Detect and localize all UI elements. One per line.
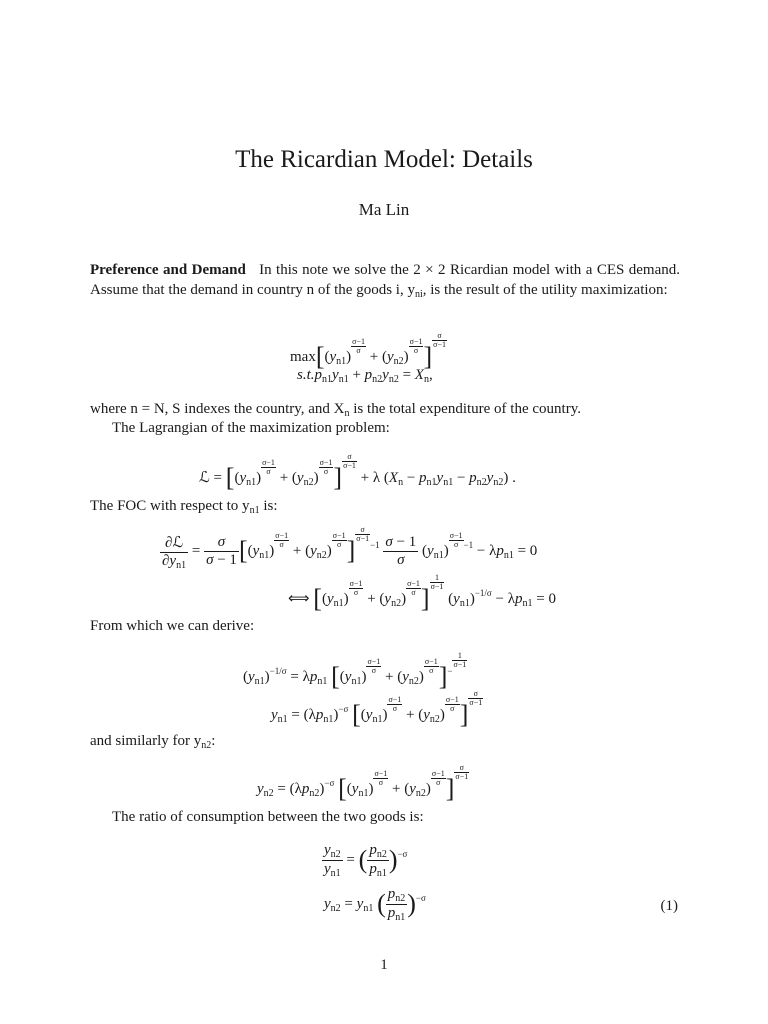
equation-number: (1) [660,898,678,914]
equation-foc-1: $\frac{\text{∂ℒ}}{\partial y_{n1}}$ = $\frac{\sigma}{\sigma - 1}$ [$(y_{n1})$ $\frac{\sigma-1}{\sigma}$ + $(y_{n2})$ $\frac{\sigma-1}{\sigma}$ ] $\frac{\sigma}{\sigma-1}$ $^{-1}$ $\frac{\sigma - 1}{\sigma}$ $(y_{n1})$ $\frac{\sigma-1}{\sigma}$ $^{-1} - \lambda p_{n1} = 0$ [162,525,538,571]
where-subscript: n [344,408,350,419]
page-number: 1 [380,957,388,973]
equation-derive-1: $(y_{n1})^{-1/\sigma} = \lambda p_{n1}$ [$(y_{n1})$ $\frac{\sigma-1}{\sigma}$ + $(y_{n2})$ $\frac{\sigma-1}{\sigma}$ ]− $\frac{1}{\sigma-1}$ [243,651,467,691]
foc-text: The FOC with respect to y [90,498,250,514]
equation-constraint: $s.t.p_{n1}y_{n1} + p_{n2}y_{n2} = X_n$, [297,367,433,385]
equation-ratio-2: $y_{n2} = y_{n1}$ ( $\frac{p_{n2}}{p_{n1}}$ )$^{-\sigma}$ [324,886,426,923]
intro-subscript: ni [414,289,423,300]
equation-derive-2: $y_{n1} = (\lambda p_{n1})^{-\sigma}$ [$(y_{n1})$ $\frac{\sigma-1}{\sigma}$ + $(y_{n2})$ $\frac{\sigma-1}{\sigma}$ ] $\frac{\sigma}{\sigma-1}$ [271,689,483,729]
equation-foc-2: ⟺ [$(y_{n1})$ $\frac{\sigma-1}{\sigma}$ + $(y_{n2})$ $\frac{\sigma-1}{\sigma}$ ] $\frac{1}{\sigma-1}$ $(y_{n1})^{-1/\sigma} - \lambda p_{n1} = 0$ [288,573,556,613]
where-text-end: is the total expenditure of the country. [349,401,581,417]
page-title: The Ricardian Model: Details [235,146,533,173]
similar-paragraph [90,731,680,756]
equation-max: $\max[(y_{n1})$ $\frac{\sigma-1}{\sigma}$ + $(y_{n2})$ $\frac{\sigma-1}{\sigma}$ ] $\frac{\sigma}{\sigma-1}$ [290,331,446,371]
intro-text-end: , is the result of the utility maximization: [422,282,668,298]
section-heading: Preference and Demand [90,262,246,278]
equation-lagrangian: ℒ = [$(y_{n1})$ $\frac{\sigma-1}{\sigma}$ + $(y_{n2})$ $\frac{\sigma-1}{\sigma}$ ] $\frac{\sigma}{\sigma-1}$ + λ $(X_n - p_{n1}y_{n1} - p_{n2}y_{n2})$ . [199,452,516,492]
intro-text: In this note we solve the 2 × 2 Ricardian model with a CES demand. Assume that the demand in country n of the goods i, y [90,262,680,298]
ratio-text: The ratio of consumption between the two goods is: [112,809,424,825]
foc-paragraph [90,496,680,521]
similar-subscript: n2 [201,740,212,751]
similar-text: and similarly for y [90,733,202,749]
equation-yn2: $y_{n2} = (\lambda p_{n2})^{-\sigma}$ [$(y_{n1})$ $\frac{\sigma-1}{\sigma}$ + $(y_{n2})$ $\frac{\sigma-1}{\sigma}$ ] $\frac{\sigma}{\sigma-1}$ [257,763,469,803]
foc-subscript: n1 [249,505,260,516]
where-text: where n = N, S indexes the country, and X [90,401,345,417]
similar-text-end: : [211,733,216,749]
lagrangian-intro: The Lagrangian of the maximization problem: [112,420,390,436]
foc-text-end: is: [259,498,278,514]
equation-ratio-1: $\frac{y_{n2}}{y_{n1}}$ = ( $\frac{p_{n2}}{p_{n1}}$ )$^{-\sigma}$ [324,842,408,879]
intro-paragraph [90,260,680,305]
author-name: Ma Lin [358,200,410,219]
derive-text: From which we can derive: [90,618,255,634]
